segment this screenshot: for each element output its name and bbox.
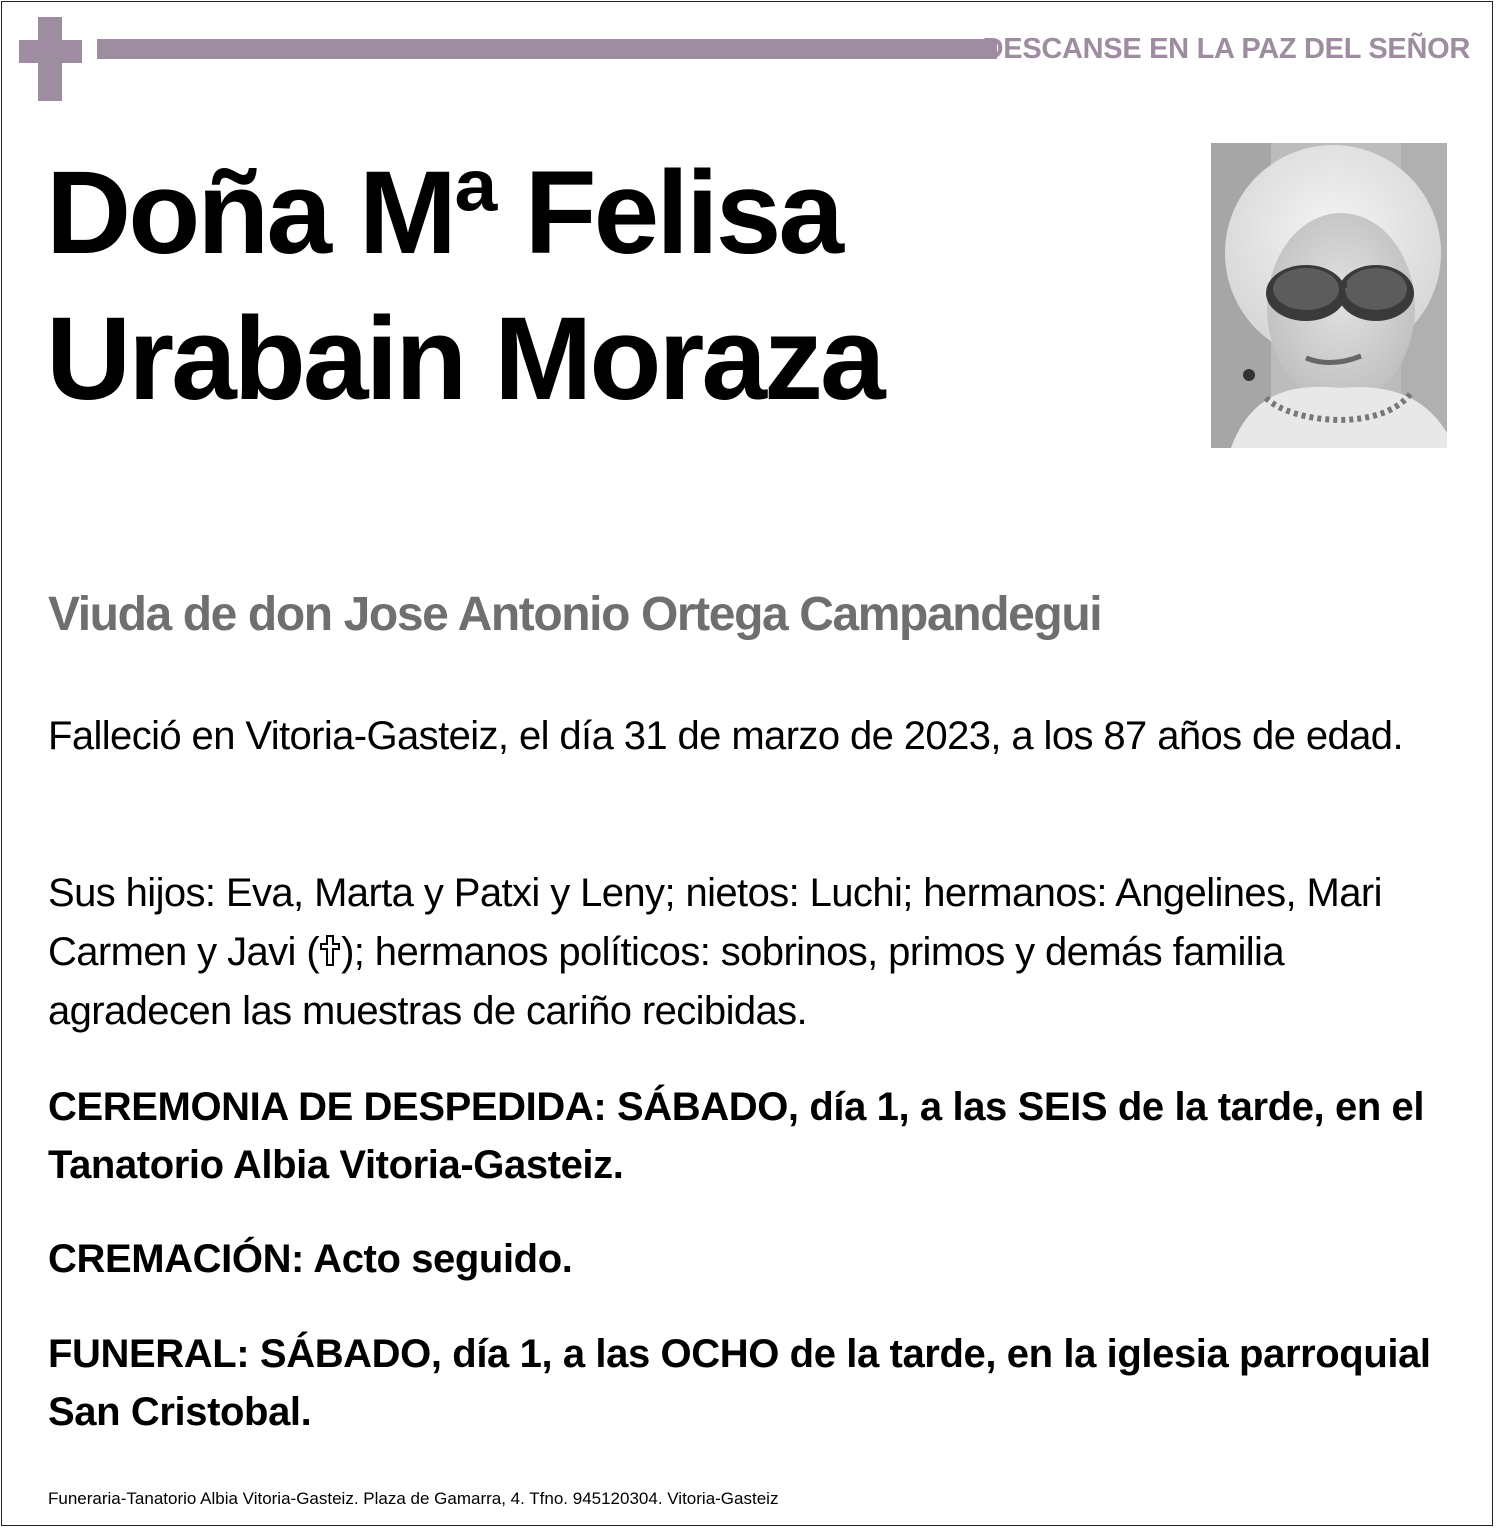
deceased-name bbox=[46, 140, 1166, 432]
family-notice bbox=[48, 864, 1448, 1041]
latin-cross-icon bbox=[19, 17, 82, 101]
header-rule bbox=[97, 39, 997, 59]
small-cross-icon bbox=[319, 934, 341, 968]
portrait-photo bbox=[1211, 143, 1447, 448]
deceased-name-line-1: Doña Mª Felisa bbox=[46, 147, 842, 279]
widow-line: Viuda de don Jose Antonio Ortega Campandegui bbox=[48, 588, 1102, 641]
death-notice: Falleció en Vitoria-Gasteiz, el día 31 de marzo de 2023, a los 87 años de edad. bbox=[48, 714, 1403, 758]
ceremony-notice: CEREMONIA DE DESPEDIDA: SÁBADO, día 1, a las SEIS de la tarde, en el Tanatorio Albia Vitoria-Gasteiz. bbox=[48, 1085, 1425, 1187]
funeral-notice: FUNERAL: SÁBADO, día 1, a las OCHO de la tarde, en la iglesia parroquial San Cristobal. bbox=[48, 1332, 1431, 1434]
cremation-notice: CREMACIÓN: Acto seguido. bbox=[48, 1237, 573, 1281]
funeral-home-footer: Funeraria-Tanatorio Albia Vitoria-Gasteiz. Plaza de Gamarra, 4. Tfno. 945120304. Vitoria-Gasteiz bbox=[48, 1489, 779, 1508]
deceased-name-line-2: Urabain Moraza bbox=[46, 293, 883, 425]
header-motto: DESCANSE EN LA PAZ DEL SEÑOR bbox=[982, 33, 1470, 65]
family-text-after: ); hermanos políticos: sobrinos, primos y demás familia agradecen las muestras de cariño recibidas. bbox=[48, 930, 1284, 1033]
family-text-before: Sus hijos: Eva, Marta y Patxi y Leny; nietos: Luchi; hermanos: Angelines, Mari Carmen y Javi ( bbox=[48, 871, 1382, 974]
